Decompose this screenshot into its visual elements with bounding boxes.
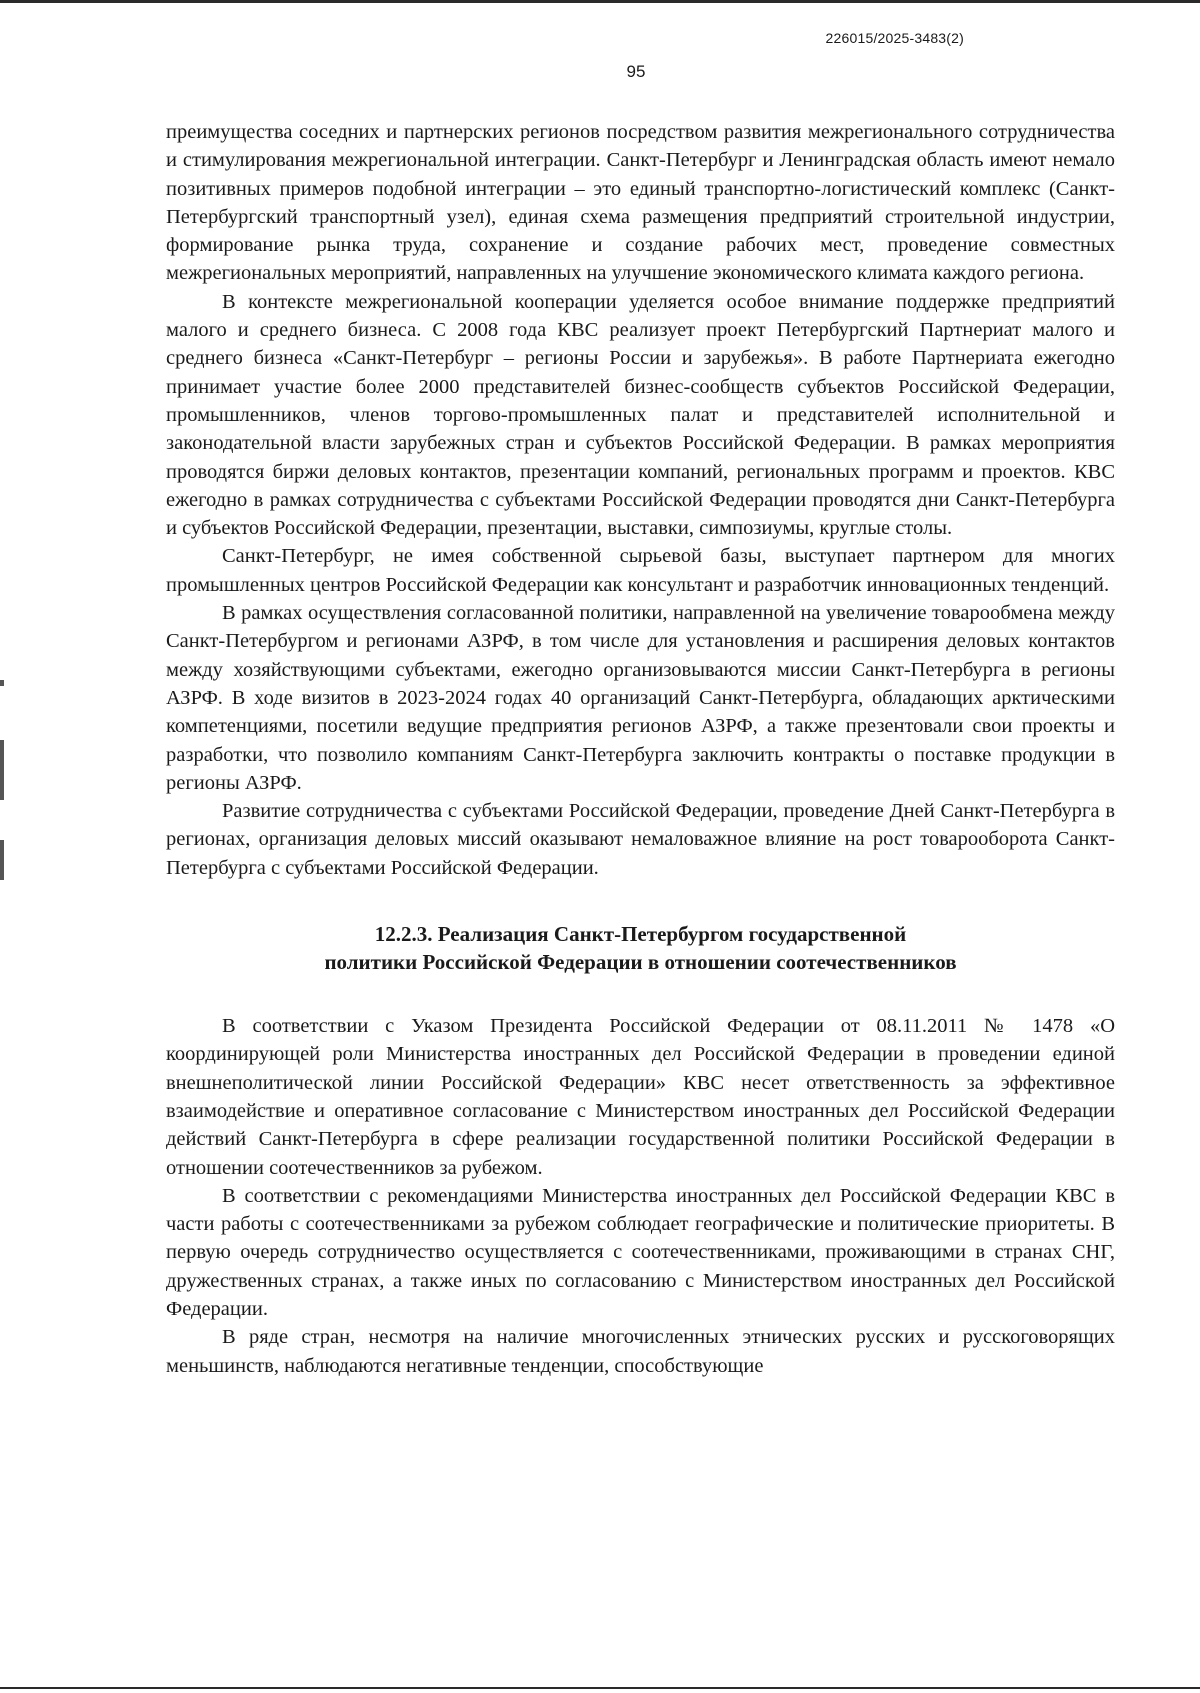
scan-edge-top	[0, 0, 1200, 3]
paragraph: В ряде стран, несмотря на наличие многочисленных этнических русских и русскоговорящих меньшинств, наблюдаются негативные тенденции, способствующие	[166, 1326, 1115, 1377]
paragraph: преимущества соседних и партнерских регионов посредством развития межрегионального сотрудничества и стимулирования межрегиональной интеграции. Санкт-Петербург и Ленинградская область имеют немало позитивных примеров подобной интеграции – это единый транспортно-логистический комплекс (Санкт-Петербургский транспортный узел), единая схема размещения предприятий строительной индустрии, формирование рынка труда, сохранение и создание рабочих мест, проведение совместных межрегиональных мероприятий, направленных на улучшение экономического климата каждого региона.	[166, 121, 1115, 285]
section-heading-line: политики Российской Федерации в отношении соотечественников	[324, 950, 957, 975]
paragraph: В соответствии с рекомендациями Министерства иностранных дел Российской Федерации КВС в части работы с соотечественниками за рубежом соблюдает географические и политические приоритеты. В первую очередь сотрудничество осуществляется с соотечественниками, проживающими в странах СНГ, дружественных странах, а также иных по согласованию с Министерством иностранных дел Российской Федерации.	[166, 1184, 1115, 1320]
paragraph: Развитие сотрудничества с субъектами Российской Федерации, проведение Дней Санкт-Петербурга в регионах, организация деловых миссий оказывают немаловажное влияние на рост товарооборота Санкт-Петербурга с субъектами Российской Федерации.	[166, 800, 1115, 879]
margin-mark	[0, 740, 4, 800]
section-heading	[166, 920, 1115, 976]
section-heading-line: 12.2.3. Реализация Санкт-Петербургом государственной	[374, 922, 907, 947]
page-number: 95	[626, 62, 646, 81]
paragraph: В контексте межрегиональной кооперации уделяется особое внимание поддержке предприятий малого и среднего бизнеса. С 2008 года КВС реализует проект Петербургский Партнериат малого и среднего бизнеса «Санкт-Петербург – регионы России и зарубежья». В работе Партнериата ежегодно принимает участие более 2000 представителей бизнес-сообществ субъектов Российской Федерации, промышленников, членов торгово-промышленных палат и представителей исполнительной и законодательной власти зарубежных стран и субъектов Российской Федерации. В рамках мероприятия проводятся биржи деловых контактов, презентации компаний, региональных программ и проектов. КВС ежегодно в рамках сотрудничества с субъектами Российской Федерации проводятся дни Санкт-Петербурга и субъектов Российской Федерации, презентации, выставки, симпозиумы, круглые столы.	[166, 290, 1115, 540]
margin-mark	[0, 680, 4, 686]
paragraph: В рамках осуществления согласованной политики, направленной на увеличение товарообмена между Санкт-Петербургом и регионами АЗРФ, в том числе для установления и расширения деловых контактов между хозяйствующими субъектами, ежегодно организовываются миссии Санкт-Петербурга в регионы АЗРФ. В ходе визитов в 2023-2024 годах 40 организаций Санкт-Петербурга, обладающих арктическими компетенциями, посетили ведущие предприятия регионов АЗРФ, а также презентовали свои проекты и разработки, что позволило компаниям Санкт-Петербурга заключить контракты о поставке продукции в регионы АЗРФ.	[166, 602, 1115, 794]
document-id: 226015/2025-3483(2)	[825, 30, 964, 46]
margin-mark	[0, 840, 4, 880]
paragraph: Санкт-Петербург, не имея собственной сырьевой базы, выступает партнером для многих промышленных центров Российской Федерации как консультант и разработчик инновационных тенденций.	[166, 545, 1115, 596]
paragraph: В соответствии с Указом Президента Российской Федерации от 08.11.2011 № 1478 «О координирующей роли Министерства иностранных дел Российской Федерации в проведении единой внешнеполитической линии Российской Федерации» КВС несет ответственность за эффективное взаимодействие и оперативное согласование с Министерством иностранных дел Российской Федерации действий Санкт-Петербурга в сфере реализации государственной политики Российской Федерации в отношении соотечественников за рубежом.	[166, 1015, 1115, 1179]
scan-edge-bottom	[0, 1687, 1200, 1689]
page-body	[166, 118, 1115, 1380]
